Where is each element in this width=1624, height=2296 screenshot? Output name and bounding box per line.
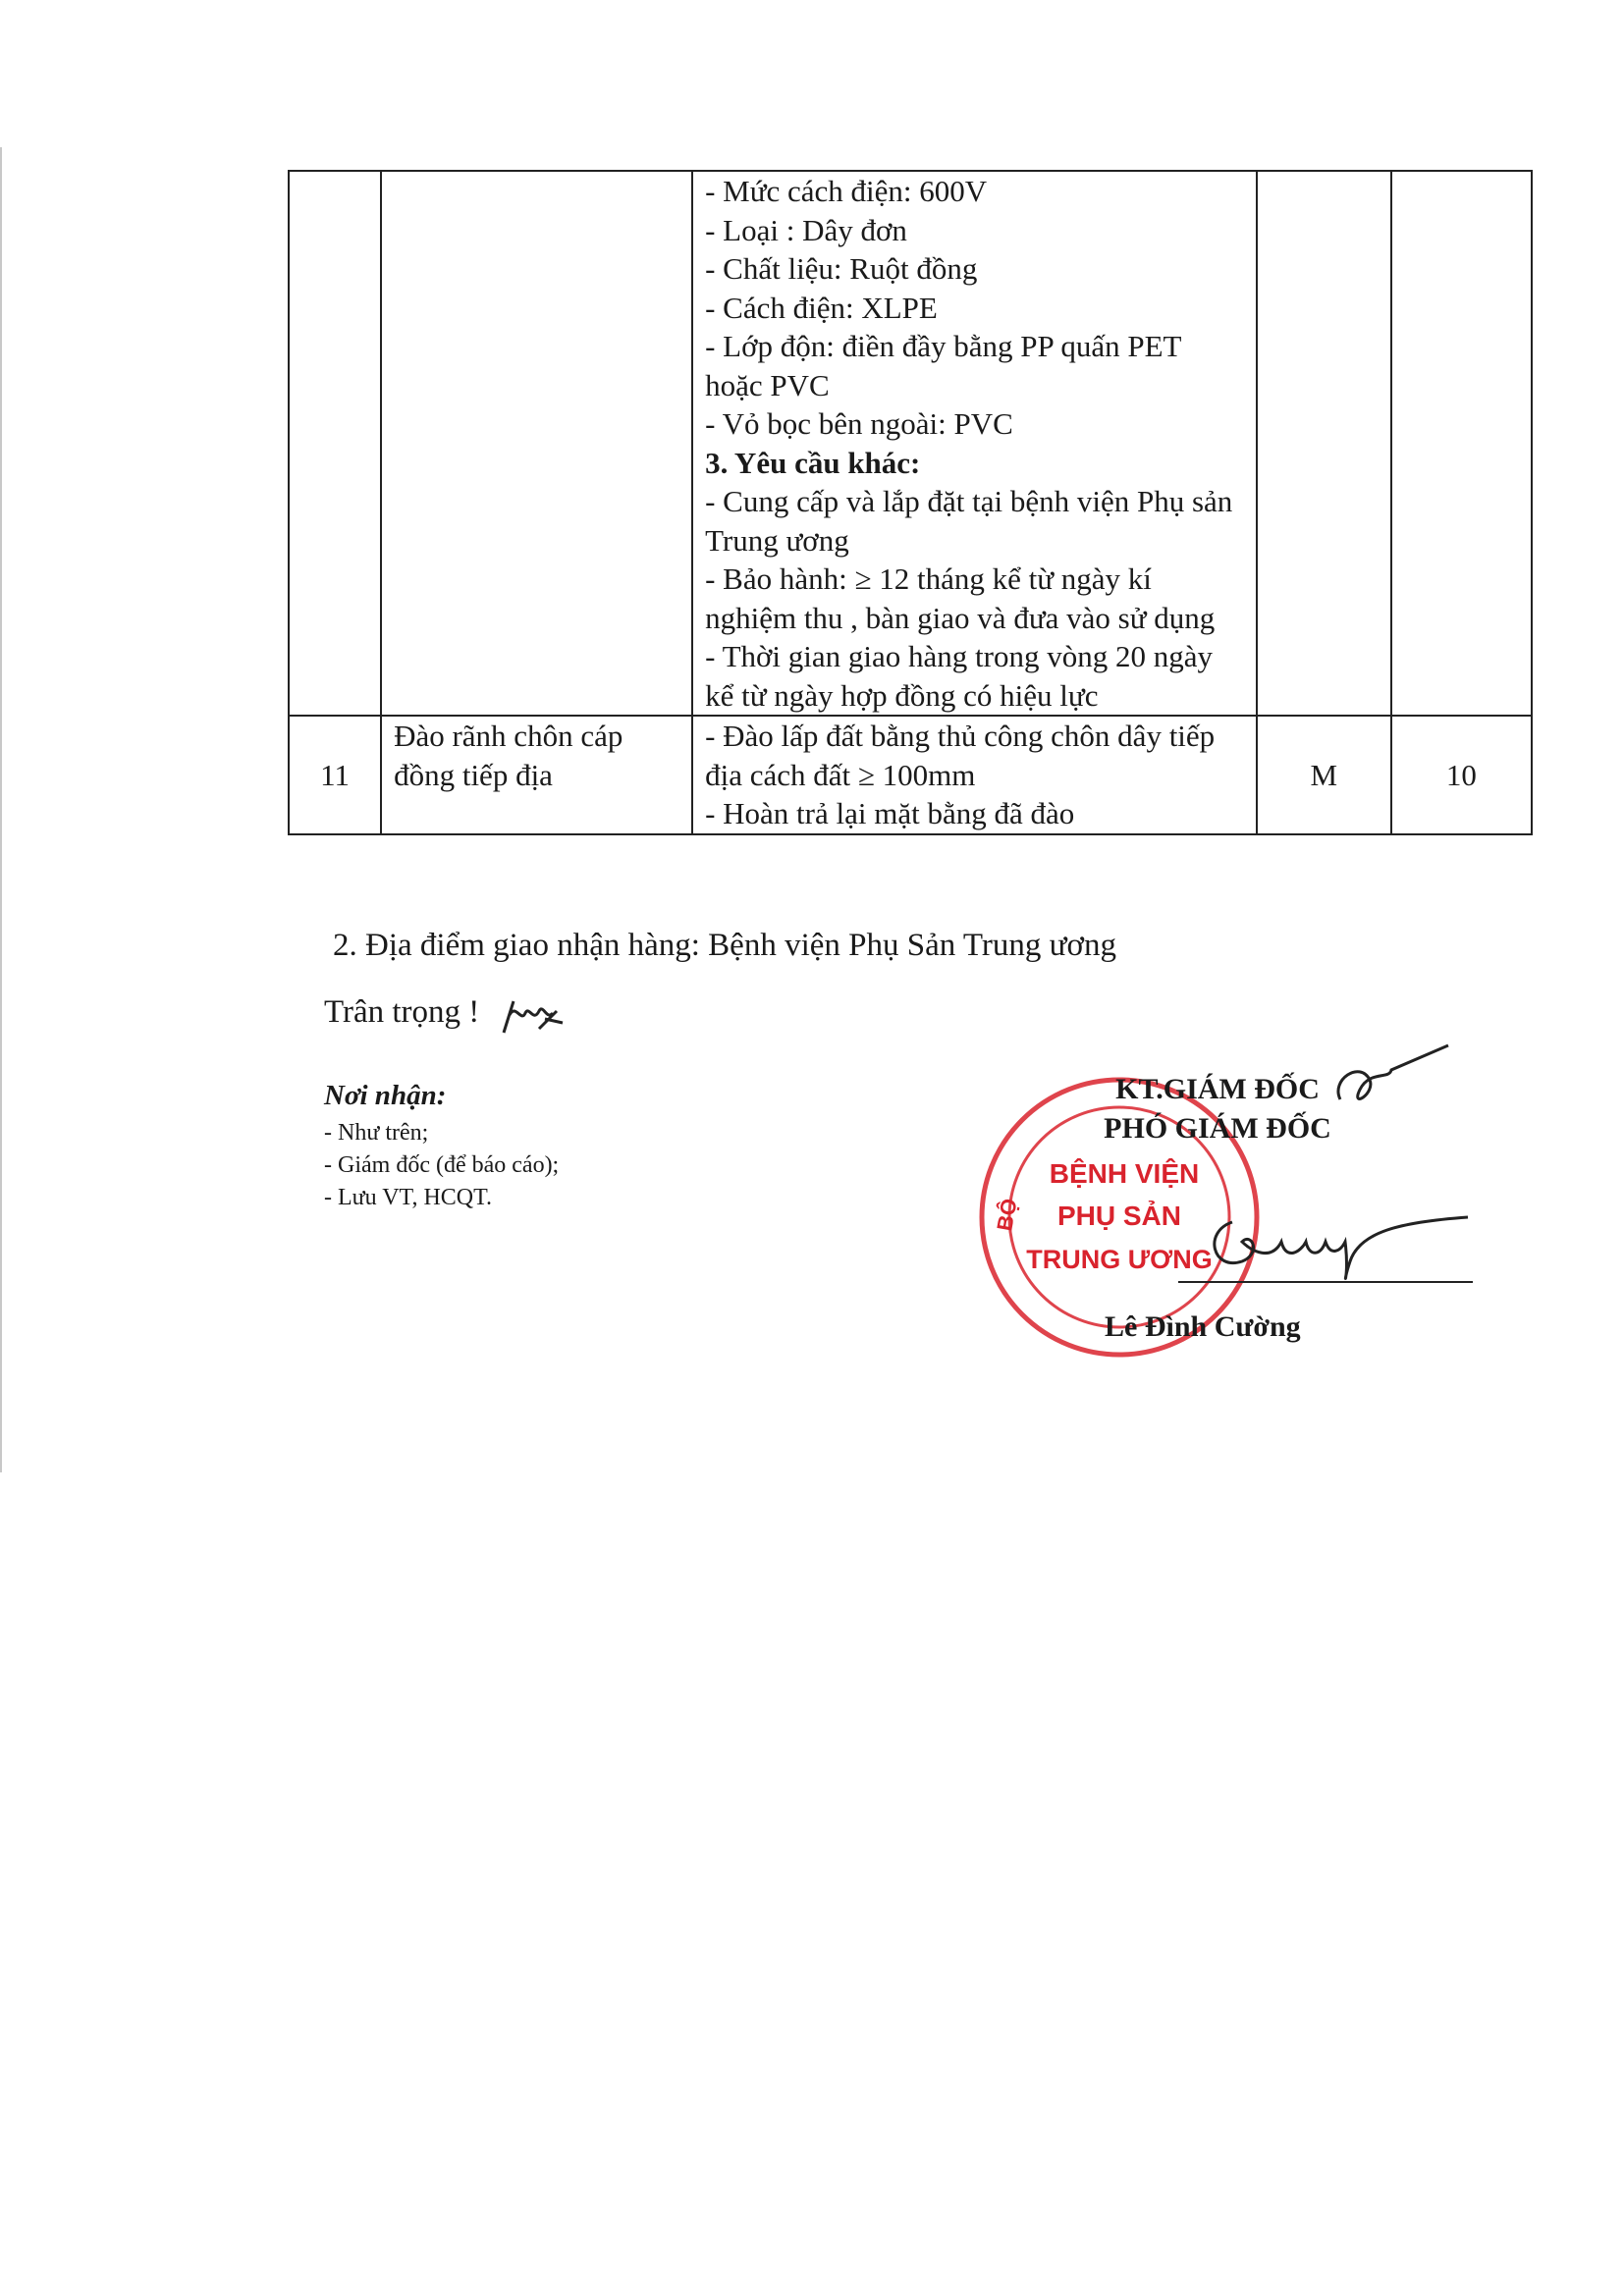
- requirement-line: - Mức cách điện: 600V: [705, 174, 988, 208]
- closing-regards: Trân trọng !: [324, 994, 480, 1030]
- stamp-line-3: TRUNG ƯƠNG: [1026, 1245, 1213, 1274]
- cell-unit: M: [1257, 716, 1391, 834]
- requirement-line: - Chất liệu: Ruột đồng: [705, 251, 978, 286]
- recipients-title: Nơi nhận:: [324, 1080, 447, 1111]
- recipient-item: - Lưu VT, HCQT.: [324, 1185, 492, 1210]
- requirement-line: - Thời gian giao hàng trong vòng 20 ngày kể từ ngày hợp đồng có hiệu lực: [705, 639, 1213, 713]
- handwritten-signature-icon: [1193, 1202, 1478, 1291]
- recipient-item: - Như trên;: [324, 1120, 429, 1146]
- stamp-line-2: PHỤ SẢN: [1056, 1201, 1182, 1231]
- cell-unit: [1257, 171, 1391, 716]
- cell-item: Đào rãnh chôn cáp đồng tiếp địa: [381, 716, 692, 834]
- requirement-line: - Cách điện: XLPE: [705, 290, 938, 325]
- signature-title-1: KT.GIÁM ĐỐC: [1115, 1073, 1320, 1105]
- stamp-outer-text: BỘ: [992, 1197, 1022, 1233]
- requirement-line: - Đào lấp đất bằng thủ công chôn dây tiếp địa cách đất ≥ 100mm: [705, 719, 1216, 792]
- stamp-line-1: BỆNH VIỆN: [1049, 1158, 1200, 1189]
- scan-edge: [0, 147, 2, 1472]
- cell-no: 11: [289, 716, 381, 834]
- initials-mark-icon: [496, 993, 574, 1042]
- signature-underline: [1178, 1281, 1473, 1283]
- signature-title-2: PHÓ GIÁM ĐỐC: [1104, 1112, 1331, 1145]
- requirement-line: - Loại : Dây đơn: [705, 212, 907, 247]
- requirement-line: - Vỏ bọc bên ngoài: PVC: [705, 406, 1013, 441]
- cell-requirements: [692, 716, 1257, 834]
- cell-quantity: [1391, 171, 1532, 716]
- cell-requirements: [692, 171, 1257, 716]
- cell-item: [381, 171, 692, 716]
- delivery-location: 2. Địa điểm giao nhận hàng: Bệnh viện Phụ Sản Trung ương: [333, 928, 1116, 963]
- table-row: [289, 171, 1532, 716]
- recipients-list: [324, 1117, 559, 1214]
- requirement-line: - Cung cấp và lắp đặt tại bệnh viện Phụ sản Trung ương: [705, 484, 1233, 558]
- cell-no: [289, 171, 381, 716]
- requirement-heading: 3. Yêu cầu khác:: [705, 445, 921, 480]
- table-row: [289, 716, 1532, 834]
- cell-quantity: 10: [1391, 716, 1532, 834]
- requirement-line: - Lớp độn: điền đầy bằng PP quấn PET hoặc PVC: [705, 329, 1181, 402]
- specification-table: [288, 170, 1533, 835]
- signature-initial-icon: [1321, 1041, 1458, 1129]
- requirement-line: - Hoàn trả lại mặt bằng đã đào: [705, 796, 1075, 830]
- recipient-item: - Giám đốc (để báo cáo);: [324, 1152, 560, 1178]
- signer-name: Lê Đình Cường: [1105, 1310, 1301, 1343]
- requirement-line: - Bảo hành: ≥ 12 tháng kể từ ngày kí nghiệm thu , bàn giao và đưa vào sử dụng: [705, 561, 1216, 635]
